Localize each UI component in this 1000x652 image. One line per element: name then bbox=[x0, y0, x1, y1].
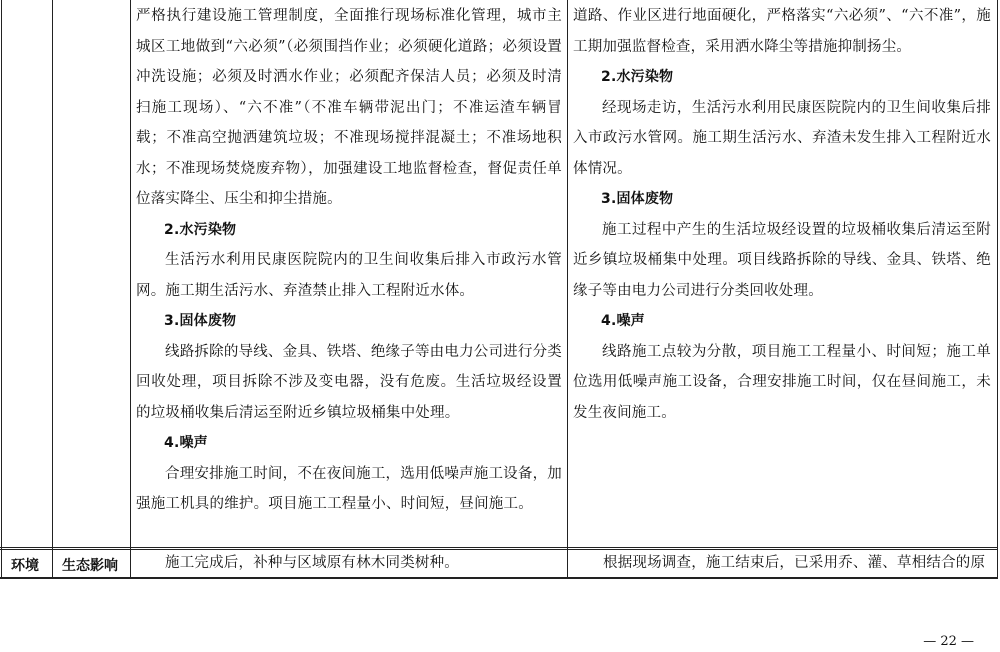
ecology-planned-text: 施工完成后，补种与区域原有林木同类树种。 bbox=[165, 555, 459, 571]
table-divider bbox=[567, 0, 568, 578]
subcategory-label: 生态影响 bbox=[62, 558, 118, 574]
heading-noise: 4.噪声 bbox=[601, 313, 645, 329]
measures-planned-cell bbox=[136, 1, 562, 520]
heading-solid-waste: 3.固体废物 bbox=[601, 191, 674, 207]
category-label: 环境 bbox=[11, 558, 39, 574]
table-border-left bbox=[1, 0, 2, 578]
paragraph-solid-waste: 线路拆除的导线、金具、铁塔、绝缘子等由电力公司进行分类回收处理，项目拆除不涉及变电器，没有危废。生活垃圾经设置的垃圾桶收集后清运至附近乡镇垃圾桶集中处理。 bbox=[136, 343, 562, 421]
heading-solid-waste: 3.固体废物 bbox=[164, 313, 237, 329]
table-border-right bbox=[997, 0, 998, 578]
table-divider bbox=[130, 0, 131, 578]
page-number: — 22 — bbox=[923, 634, 974, 649]
ecology-implemented-text: 根据现场调查，施工结束后，已采用乔、灌、草相结合的原 bbox=[603, 555, 986, 571]
paragraph-water: 经现场走访，生活污水利用民康医院院内的卫生间收集后排入市政污水管网。施工期生活污水、弃渣未发生排入工程附近水体情况。 bbox=[573, 99, 991, 177]
paragraph-dust: 严格执行建设施工管理制度，全面推行现场标准化管理，城市主城区工地做到“六必须”（必须围挡作业；必须硬化道路；必须设置冲洗设施；必须及时洒水作业；必须配齐保洁人员；必须及时清扫施工现场）、“六不准”（不准车辆带泥出门；不准运渣车辆冒载；不准高空抛洒建筑垃圾；不准现场搅拌混凝土；不准场地积水；不准现场焚烧废弃物），加强建设工地监督检查，督促责任单位落实降尘、压尘和抑尘措施。 bbox=[136, 8, 562, 207]
paragraph-noise: 线路施工点较为分散，项目施工工程量小、时间短；施工单位选用低噪声施工设备，合理安排施工时间，仅在昼间施工，未发生夜间施工。 bbox=[573, 343, 991, 421]
heading-noise: 4.噪声 bbox=[164, 435, 208, 451]
paragraph-water: 生活污水利用民康医院院内的卫生间收集后排入市政污水管网。施工期生活污水、弃渣禁止排入工程附近水体。 bbox=[136, 252, 562, 299]
paragraph-noise: 合理安排施工时间，不在夜间施工，选用低噪声施工设备，加强施工机具的维护。项目施工工程量小、时间短，昼间施工。 bbox=[136, 465, 562, 512]
table-divider bbox=[52, 0, 53, 578]
paragraph-dust: 道路、作业区进行地面硬化，严格落实“六必须”、“六不准”，施工期加强监督检查，采用洒水降尘等措施抑制扬尘。 bbox=[573, 8, 991, 55]
heading-water: 2.水污染物 bbox=[164, 221, 237, 238]
paragraph-solid-waste: 施工过程中产生的生活垃圾经设置的垃圾桶收集后清运至附近乡镇垃圾桶集中处理。项目线路拆除的导线、金具、铁塔、绝缘子等由电力公司进行分类回收处理。 bbox=[573, 221, 991, 299]
measures-implemented-cell bbox=[573, 1, 991, 428]
heading-water: 2.水污染物 bbox=[601, 69, 674, 85]
